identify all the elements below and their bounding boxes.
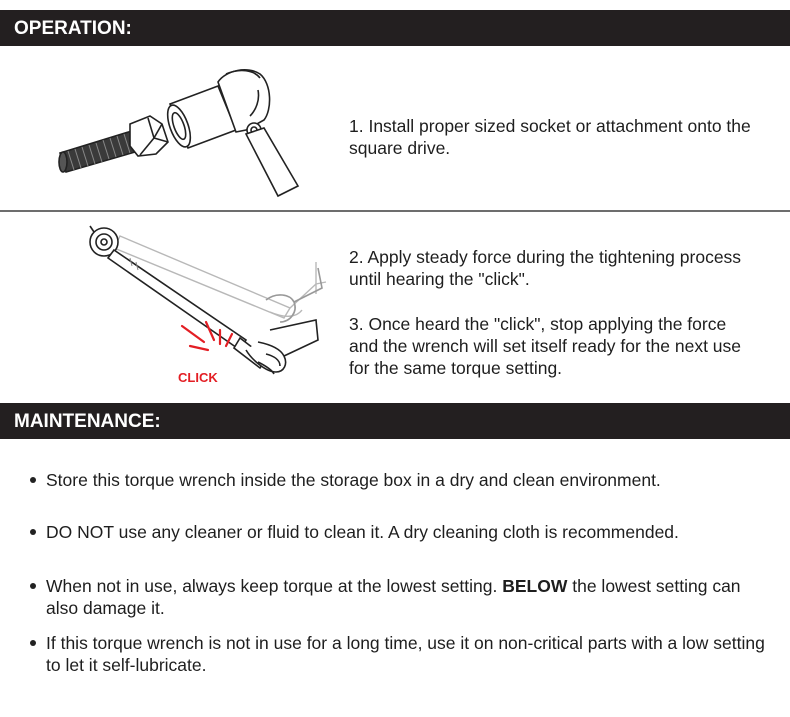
- list-item-text-pre: When not in use, always keep torque at the lowest setting.: [46, 576, 503, 596]
- operation-step-2: 2. Apply steady force during the tightening process until hearing the "click".: [349, 247, 742, 289]
- bullet-icon: [30, 529, 36, 535]
- operation-step-1: 1. Install proper sized socket or attachment onto the square drive.: [349, 116, 751, 158]
- bullet-icon: [30, 477, 36, 483]
- bullet-icon: [30, 583, 36, 589]
- list-item-text: [46, 575, 766, 619]
- list-item-text-post: the lowest setting can also damage it.: [46, 576, 741, 618]
- bullet-icon: [30, 640, 36, 646]
- click-label: CLICK: [178, 370, 218, 385]
- list-item-text: Store this torque wrench inside the storage box in a dry and clean environment.: [46, 470, 661, 490]
- wrench-handle: [246, 128, 298, 196]
- list-item-emphasis: BELOW: [502, 576, 568, 596]
- operation-step-3: 3. Once heard the "click", stop applying the force and the wrench will set itself ready for the next use for the same torque setting.: [349, 314, 742, 378]
- maintenance-heading: MAINTENANCE:: [0, 403, 790, 439]
- list-item-text: If this torque wrench is not in use for a long time, use it on non-critical parts with a low setting to let it self-lubricate.: [46, 633, 765, 675]
- bolt-hex-head: [130, 116, 168, 156]
- wrench-click-illustration: [70, 222, 330, 392]
- section-divider: [0, 210, 790, 212]
- operation-heading: OPERATION:: [0, 10, 790, 46]
- bolt-socket-illustration: [50, 58, 300, 198]
- list-item-text: DO NOT use any cleaner or fluid to clean it. A dry cleaning cloth is recommended.: [46, 522, 679, 542]
- torque-wrench: [90, 226, 322, 374]
